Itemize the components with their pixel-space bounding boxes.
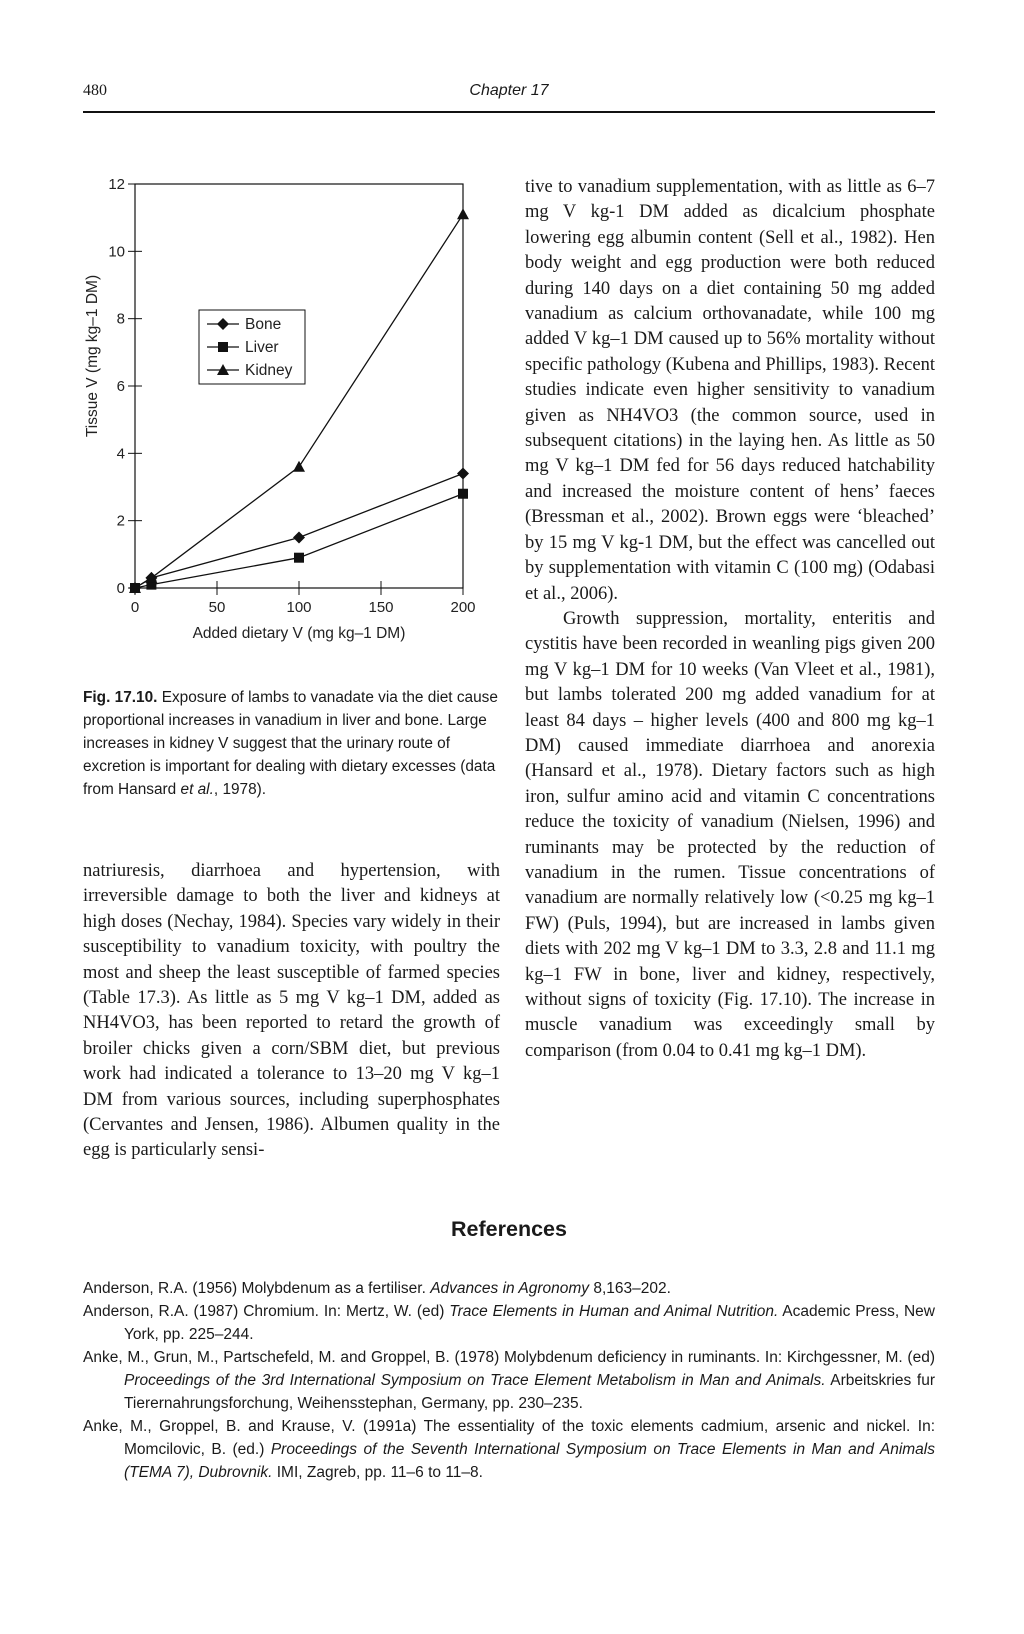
reference-text: Anke, M., Groppel, B. and Krause, V. (1991a) The essentiality of the toxic elements cadmium, arsenic and nickel. In: Momcilovic, B. (ed.) bbox=[83, 1418, 935, 1458]
right-column bbox=[525, 175, 935, 1064]
reference-title: Proceedings of the Seventh International Symposium on Trace Elements in Man and Animals (TEMA 7), Dubrovnik. bbox=[124, 1441, 935, 1481]
x-axis-label: Added dietary V (mg kg–1 DM) bbox=[192, 625, 406, 642]
reference-text: Anderson, R.A. (1956) Molybdenum as a fertiliser. bbox=[83, 1280, 431, 1297]
reference-text: Anderson, R.A. (1987) Chromium. In: Mertz, W. (ed) bbox=[83, 1303, 450, 1320]
legend-marker-liver bbox=[218, 342, 228, 352]
series-line-bone bbox=[135, 474, 463, 588]
running-head bbox=[83, 80, 935, 110]
reference-text: Academic Press, New York, pp. 225–244. bbox=[124, 1303, 935, 1343]
y-tick-label: 0 bbox=[116, 580, 125, 597]
x-tick-label: 100 bbox=[286, 599, 312, 616]
y-tick-label: 4 bbox=[116, 445, 125, 463]
right-paragraph-2: Growth suppression, mortality, enteritis and cystitis have been recorded in weanling pigs given 200 mg V kg–1 DM for 10 weeks (Van Vleet et al., 1981), but lambs tolerated 200 mg added vanadium for at least 84 days – higher levels (400 and 800 mg kg–1 DM) caused immediate diarrhoea and anorexia (Hansard et al., 1978). Dietary factors such as high iron, sulfur amino acid and vitamin C concentrations reduce the toxicity of vanadium (Nielsen, 1996) and ruminants may be protected by the reduction of vanadium in the rumen. Tissue concentrations of vanadium are normally relatively low (<0.25 mg kg–1 FW) (Puls, 1994), but are increased in lambs given diets with 202 mg V kg–1 DM to 3.3, 2.8 and 11.1 mg kg–1 FW in bone, liver and kidney, respectively, without signs of toxicity (Fig. 17.10). The increase in muscle vanadium was exceedingly small by comparison (from 0.04 to 0.41 mg kg–1 DM). bbox=[525, 608, 935, 1061]
reference-title: Advances in Agronomy bbox=[430, 1280, 590, 1297]
series-bone bbox=[129, 468, 469, 594]
x-tick-label: 0 bbox=[130, 599, 140, 616]
caption-text: Exposure of lambs to vanadate via the diet cause proportional increases in vanadium in liver and bone. Large increases in kidney V suggest that the urinary route of excretion is important for dealing with dietary excesses (data from Hansard bbox=[83, 689, 498, 798]
chapter-label: Chapter 17 bbox=[469, 82, 549, 99]
reference-text: Arbeitskries fur Tierernahrungsforchung, Weihensstephan, Germany, pp. 230–235. bbox=[124, 1372, 936, 1412]
y-tick-label: 12 bbox=[108, 176, 125, 193]
references-list bbox=[83, 1277, 935, 1484]
reference-item bbox=[83, 1300, 935, 1346]
reference-text: 8,163–202. bbox=[589, 1280, 671, 1297]
y-tick-label: 2 bbox=[116, 512, 125, 530]
x-tick-label: 150 bbox=[368, 599, 394, 616]
legend-label-liver: Liver bbox=[245, 339, 279, 356]
reference-title: Proceedings of the 3rd International Symposium on Trace Element Metabolism in Man and Animals. bbox=[124, 1372, 826, 1389]
x-tick-label: 50 bbox=[208, 599, 226, 616]
figure-17-10 bbox=[83, 178, 503, 678]
references-heading: References bbox=[451, 1217, 567, 1241]
legend-label-bone: Bone bbox=[245, 316, 282, 333]
x-tick-label: 200 bbox=[450, 599, 476, 616]
figure-caption bbox=[83, 686, 503, 801]
data-point-kidney bbox=[293, 461, 305, 472]
reference-text: Anke, M., Grun, M., Partschefeld, M. and Groppel, B. (1978) Molybdenum deficiency in ruminants. In: Kirchgessner, M. (ed) bbox=[83, 1349, 935, 1366]
data-point-bone bbox=[457, 468, 469, 480]
data-point-bone bbox=[293, 532, 305, 544]
y-tick-label: 6 bbox=[116, 378, 125, 395]
left-paragraph-1: natriuresis, diarrhoea and hypertension, with irreversible damage to both the liver and kidneys at high doses (Nechay, 1984). Species vary widely in their susceptibility to vanadium toxicity, with poultry the most and sheep the least susceptible of farmed species (Table 17.3). As little as 5 mg V kg–1 DM, added as NH4VO3, has been reported to retard the growth of broiler chicks given a corn/SBM diet, but previous work had indicated a tolerance to 13–20 mg V kg–1 DM from various sources, including superphosphates (Cervantes and Jensen, 1986). Albumen quality in the egg is particularly sensi- bbox=[83, 861, 500, 1161]
data-point-liver bbox=[458, 489, 468, 499]
left-column bbox=[83, 859, 500, 1164]
reference-item bbox=[83, 1346, 935, 1415]
header-rule bbox=[83, 111, 935, 113]
legend bbox=[199, 310, 305, 384]
data-point-liver bbox=[294, 553, 304, 563]
reference-title: Trace Elements in Human and Animal Nutrition. bbox=[449, 1303, 779, 1320]
y-tick-label: 10 bbox=[108, 243, 125, 261]
caption-etal: et al. bbox=[180, 781, 214, 798]
y-axis-label: Tissue V (mg kg–1 DM) bbox=[84, 274, 101, 438]
line-chart bbox=[83, 178, 503, 678]
reference-item bbox=[83, 1415, 935, 1484]
reference-item bbox=[83, 1277, 935, 1300]
page-number: 480 bbox=[83, 82, 107, 99]
legend-label-kidney: Kidney bbox=[245, 362, 293, 379]
caption-end: , 1978). bbox=[213, 781, 267, 798]
caption-label: Fig. 17.10. bbox=[83, 689, 158, 706]
reference-text: IMI, Zagreb, pp. 11–6 to 11–8. bbox=[272, 1464, 483, 1481]
right-paragraph-1: tive to vanadium supplementation, with as little as 6–7 mg V kg-1 DM added as dicalcium phosphate lowering egg albumin content (Sell et al., 1982). Hen body weight and egg production were both reduced during 140 days on a diet containing 50 mg added vanadium as calcium orthovanadate, while 100 mg added V kg–1 DM caused up to 56% mortality without specific pathology (Kubena and Phillips, 1983). Recent studies indicate even higher sensitivity to vanadium given as NH4VO3 (the common source, used in subsequent citations) in the laying hen. As little as 50 mg V kg–1 DM fed for 56 days reduced hatchability and increased the moisture content of hens’ faeces (Bressman et al., 2002). Brown eggs were ‘bleached’ by 15 mg V kg-1 DM, but the effect was cancelled out by supplementation with vitamin C (100 mg) (Odabasi et al., 2006). bbox=[525, 177, 935, 604]
plot-frame bbox=[135, 184, 463, 588]
y-tick-label: 8 bbox=[116, 310, 125, 328]
data-point-kidney bbox=[457, 208, 469, 219]
